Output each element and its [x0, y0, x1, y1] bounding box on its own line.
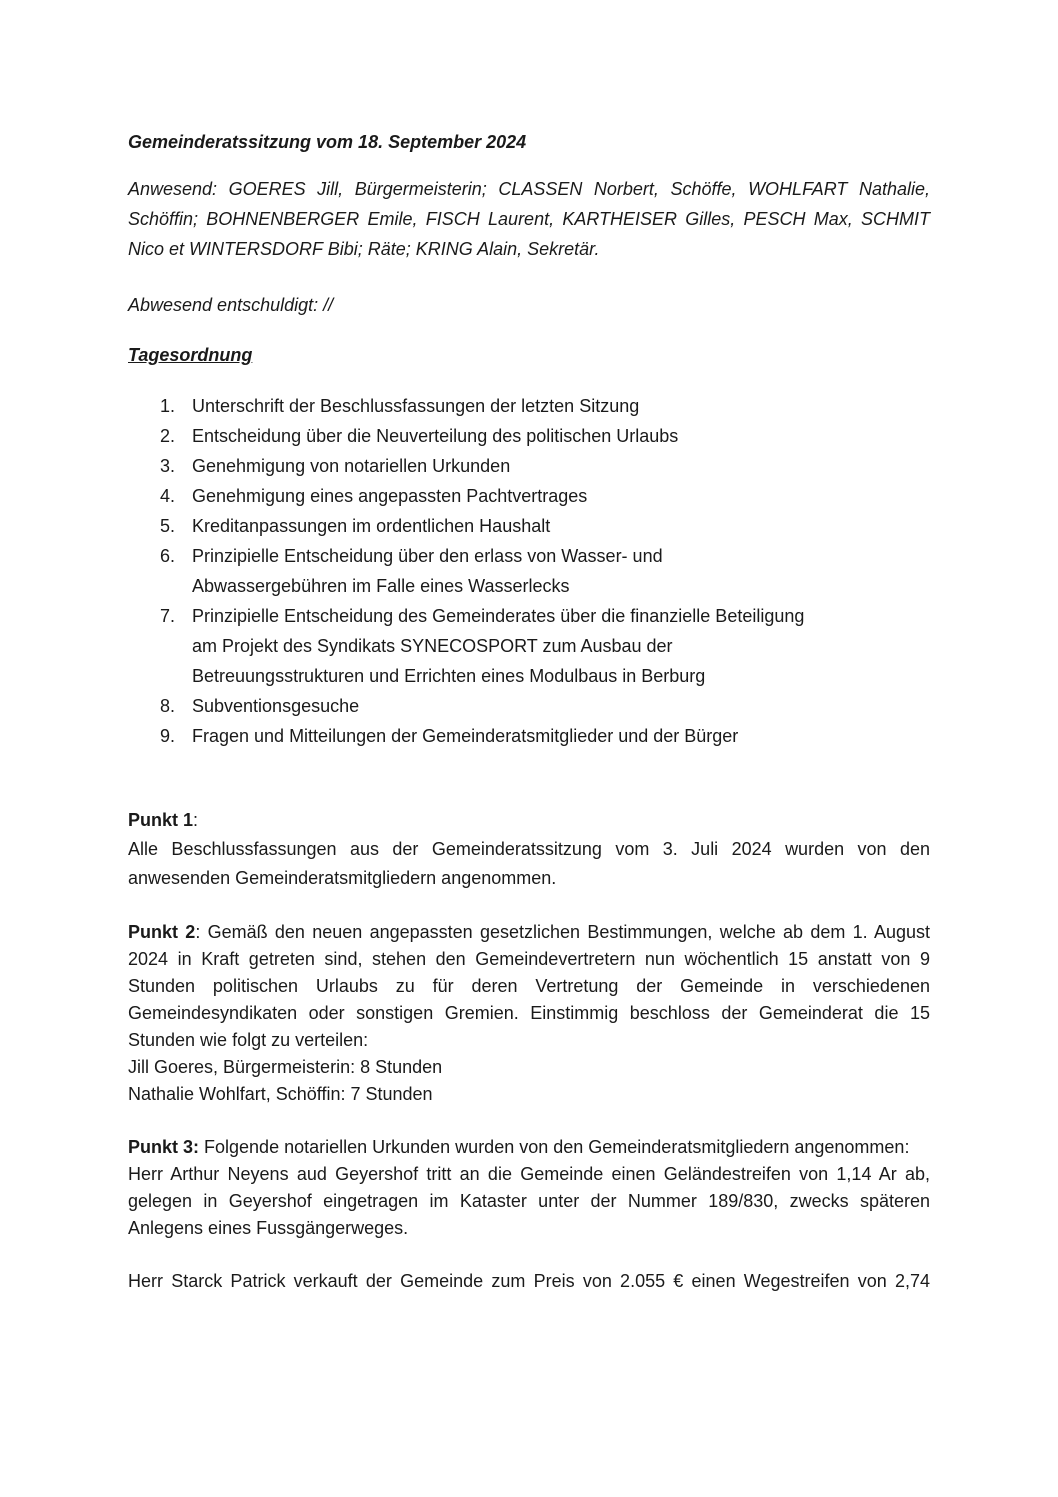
- point-2-allocation-2: Nathalie Wohlfart, Schöffin: 7 Stunden: [128, 1084, 433, 1104]
- agenda-item-text: Entscheidung über die Neuverteilung des politischen Urlaubs: [192, 426, 679, 446]
- agenda-item-number: 1.: [160, 396, 176, 416]
- agenda-item-number: 4.: [160, 486, 176, 506]
- point-1-suffix: :: [193, 810, 199, 830]
- point-3-deed-1: Herr Arthur Neyens aud Geyershof tritt an die Gemeinde einen Geländestreifen von 1,14 Ar ab, gelegen in Geyershof eingetragen im Kataster unter der Nummer 189/830, zwecks späteren Anlegens eines Fussgängerweges.: [128, 1164, 930, 1238]
- document-content: [128, 128, 930, 1321]
- point-3-deed-2: Herr Starck Patrick verkauft der Gemeinde zum Preis von 2.055 € einen Wegestreifen von 2,74: [128, 1271, 930, 1291]
- point-1: [128, 805, 930, 893]
- agenda-item-text: Prinzipielle Entscheidung über den erlass von Wasser- und Abwassergebühren im Falle eines Wasserlecks: [192, 546, 663, 596]
- point-2-label: Punkt 2: [128, 922, 196, 942]
- agenda-item-text: Subventionsgesuche: [192, 696, 360, 716]
- agenda-item: [128, 481, 930, 511]
- agenda-item: [128, 601, 816, 691]
- agenda-item-text: Prinzipielle Entscheidung des Gemeinderates über die finanzielle Beteiligung am Projekt des Syndikats SYNECOSPORT zum Ausbau der Betreuungsstrukturen und Errichten eines Modulbaus in Berburg: [192, 606, 805, 686]
- agenda-item-text: Genehmigung von notariellen Urkunden: [192, 456, 511, 476]
- agenda-item-text: Unterschrift der Beschlussfassungen der letzten Sitzung: [192, 396, 640, 416]
- agenda-item-number: 6.: [160, 546, 176, 566]
- agenda-item: [128, 451, 930, 481]
- point-3-body: Folgende notariellen Urkunden wurden von den Gemeinderatsmitgliedern angenommen:: [199, 1137, 910, 1157]
- attendance-absent: Abwesend entschuldigt: //: [128, 295, 334, 315]
- agenda-item-number: 2.: [160, 426, 176, 446]
- agenda-item-number: 7.: [160, 606, 176, 626]
- agenda-item: [128, 541, 816, 601]
- agenda-list: [128, 391, 930, 751]
- agenda-item-number: 5.: [160, 516, 176, 536]
- point-1-body: Alle Beschlussfassungen aus der Gemeinderatssitzung vom 3. Juli 2024 wurden von den anwesenden Gemeinderatsmitgliedern angenommen.: [128, 839, 930, 888]
- document-title: Gemeinderatssitzung vom 18. September 2024: [128, 132, 527, 152]
- agenda-heading: Tagesordnung: [128, 345, 253, 365]
- point-2: [128, 919, 930, 1108]
- point-3: [128, 1134, 930, 1242]
- agenda-item: [128, 421, 930, 451]
- agenda-item: [128, 391, 930, 421]
- agenda-item: [128, 511, 930, 541]
- point-2-body: : Gemäß den neuen angepassten gesetzlichen Bestimmungen, welche ab dem 1. August 2024 in Kraft getreten sind, stehen den Gemeindevertretern nun wöchentlich 15 anstatt von 9 Stunden politischen Urlaubs zu für deren Vertretung der Gemeinde in verschiedenen Gemeindesyndikaten oder sonstigen Gremien. Einstimmig beschloss der Gemeinderat die 15 Stunden wie folgt zu verteilen:: [128, 922, 930, 1050]
- agenda-item-number: 3.: [160, 456, 176, 476]
- agenda-item: [128, 721, 930, 751]
- agenda-item-number: 8.: [160, 696, 176, 716]
- agenda-item-text: Fragen und Mitteilungen der Gemeinderatsmitglieder und der Bürger: [192, 726, 739, 746]
- agenda-item-text: Genehmigung eines angepassten Pachtvertrages: [192, 486, 588, 506]
- attendance-present: Anwesend: GOERES Jill, Bürgermeisterin; CLASSEN Norbert, Schöffe, WOHLFART Nathalie, Schöffin; BOHNENBERGER Emile, FISCH Laurent, KARTHEISER Gilles, PESCH Max, SCHMIT Nico et WINTERSDORF Bibi; Räte; KRING Alain, Sekretär.: [128, 179, 930, 259]
- agenda-item-number: 9.: [160, 726, 176, 746]
- agenda-item-text: Kreditanpassungen im ordentlichen Haushalt: [192, 516, 551, 536]
- point-1-label: Punkt 1: [128, 810, 194, 830]
- point-3-label: Punkt 3:: [128, 1137, 200, 1157]
- point-3-continued: [128, 1268, 930, 1295]
- agenda-item: [128, 691, 930, 721]
- point-2-allocation-1: Jill Goeres, Bürgermeisterin: 8 Stunden: [128, 1057, 443, 1077]
